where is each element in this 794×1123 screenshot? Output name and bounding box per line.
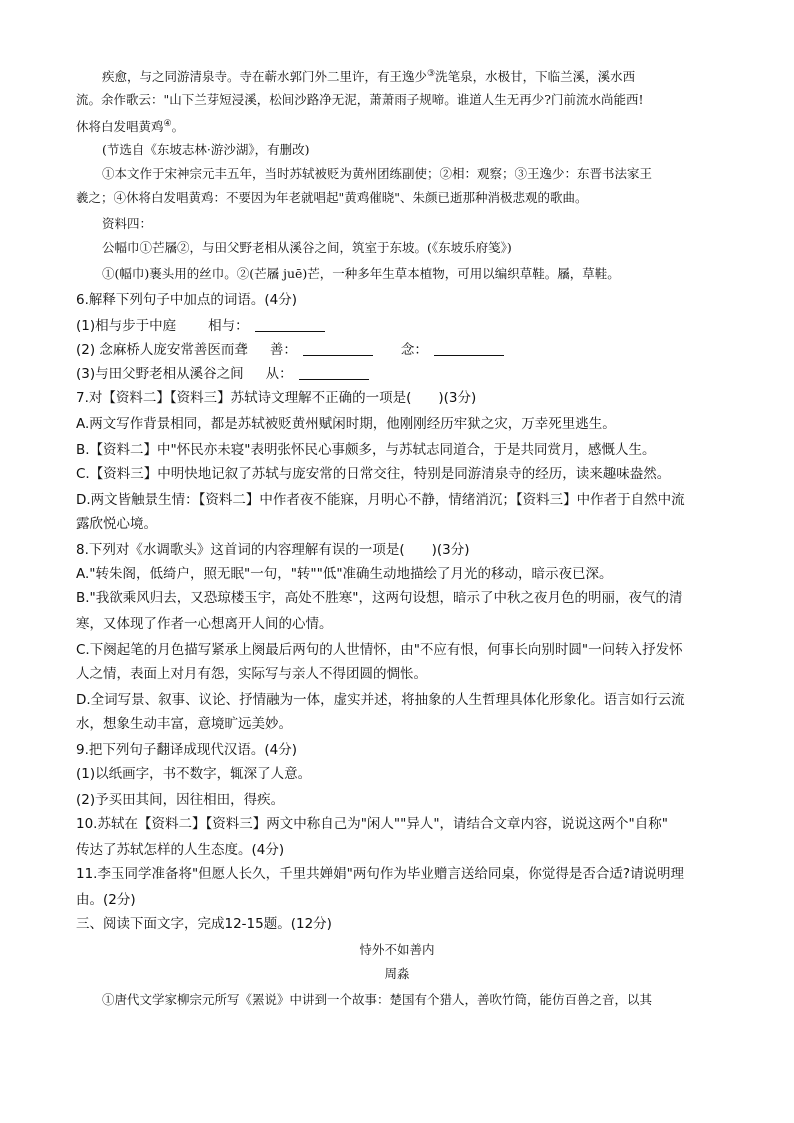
answer-blank[interactable]: [303, 341, 373, 356]
question-10-stem-cont: 传达了苏轼怎样的人生态度。(4分): [76, 842, 285, 858]
question-7-option-d[interactable]: D.两文皆触景生情：【资料二】中作者夜不能寐，月明心不静，情绪消沉；【资料三】中作者于自然中流: [76, 492, 685, 508]
question-8-option-d-cont: 水，想象生动丰富，意境旷远美妙。: [76, 716, 292, 732]
passage4-text: 公幅巾①芒屩②，与田父野老相从溪谷之间，筑室于东坡。(《东坡乐府笺》): [102, 240, 512, 255]
article-author: 周淼: [384, 966, 410, 981]
question-8-option-b-cont: 寒，又体现了作者一心想离开人间的心情。: [76, 616, 333, 632]
passage-line: 流。余作歌云："山下兰芽短浸溪，松间沙路净无泥，萧萧雨子规啼。谁道人生无再少?门前流水尚能西!: [76, 92, 644, 107]
passage-line: 疾愈，与之同游清泉寺。寺在蕲水郭门外二里许，有王逸少③洗笔泉，水极甘，下临兰溪，溪水西: [102, 69, 636, 85]
question-8-option-a[interactable]: A."转朱阁，低绮户，照无眠"一句，"转""低"准确生动地描绘了月光的移动，暗示夜已深。: [76, 566, 613, 582]
question-8-option-c[interactable]: C.下阕起笔的月色描写紧承上阕最后两句的人世情怀，由"不应有恨，何事长向别时圆"一问转入抒发怀: [76, 642, 683, 658]
passage-note: ①本文作于宋神宗元丰五年，当时苏轼被贬为黄州团练副使；②相：观察；③王逸少：东晋书法家王: [102, 166, 653, 181]
question-6-item-2: (2) 念麻桥人庞安常善医而聋 善： 念：: [76, 340, 522, 360]
answer-blank[interactable]: [255, 317, 325, 332]
answer-blank[interactable]: [299, 365, 369, 380]
question-7-option-a[interactable]: A.两文写作背景相同，都是苏轼被贬黄州赋闲时期，他刚刚经历牢狱之灾，万幸死里逃生。: [76, 416, 616, 432]
question-8-option-d[interactable]: D.全词写景、叙事、议论、抒情融为一体，虚实并述，将抽象的人生哲理具体化形象化。语言如行云流: [76, 692, 685, 708]
question-7-option-c[interactable]: C.【资料三】中明快地记叙了苏轼与庞安常的日常交往，特别是同游清泉寺的经历，读来趣味盎然。: [76, 466, 671, 482]
question-7-option-d-cont: 露欣悦心境。: [76, 516, 157, 532]
question-7-stem: 7.对【资料二】【资料三】苏轼诗文理解不正确的一项是( )(3分): [76, 390, 477, 406]
passage-note: 羲之；④休将白发唱黄鸡：不要因为年老就唱起"黄鸡催晓"、朱颜已逝那种消极悲观的歌曲。: [76, 190, 588, 205]
question-6-item-1: (1)相与步于中庭 相与：: [76, 316, 343, 336]
question-6-item-3: (3)与田父野老相从溪谷之间 从：: [76, 364, 387, 384]
passage4-heading: 资料四：: [102, 216, 153, 231]
question-9-item-2: (2)予买田其间，因往相田，得疾。: [76, 792, 285, 808]
question-9-item-1: (1)以纸画字，书不数字，辄深了人意。: [76, 766, 312, 782]
question-11-stem-cont: 由。(2分): [76, 892, 136, 908]
passage-source: (节选自《东坡志林·游沙湖》，有删改): [102, 142, 310, 157]
article-title: 恃外不如善内: [359, 942, 435, 957]
passage4-note: ①(幅巾)裹头用的丝巾。②(芒屩 juē)芒，一种多年生草本植物，可用以编织草鞋。屩，草鞋。: [102, 266, 620, 281]
question-11-stem: 11.李玉同学准备将"但愿人长久，千里共婵娟"两句作为毕业赠言送给同桌，你觉得是否合适?请说明理: [76, 866, 685, 882]
article-paragraph: ①唐代文学家柳宗元所写《罴说》中讲到一个故事：楚国有个猎人，善吹竹筒，能仿百兽之音，以其: [102, 992, 653, 1007]
question-8-option-b[interactable]: B."我欲乘风归去，又恐琼楼玉宇，高处不胜寒"，这两句设想，暗示了中秋之夜月色的明丽，夜气的清: [76, 590, 683, 606]
passage-line: 休将白发唱黄鸡④。: [76, 119, 185, 135]
question-6-stem: 6.解释下列句子中加点的词语。(4分): [76, 292, 298, 308]
question-8-option-c-cont: 人之情，表面上对月有怨，实际写与亲人不得团圆的惆怅。: [76, 666, 427, 682]
question-10-stem: 10.苏轼在【资料二】【资料三】两文中称自己为"闲人""异人"，请结合文章内容，说说这两个"自称": [76, 816, 668, 832]
section-3-heading: 三、阅读下面文字，完成12-15题。(12分): [76, 916, 332, 932]
answer-blank[interactable]: [434, 341, 504, 356]
question-9-stem: 9.把下列句子翻译成现代汉语。(4分): [76, 742, 298, 758]
question-7-option-b[interactable]: B.【资料二】中"怀民亦未寝"表明张怀民心事颇多，与苏轼志同道合，于是共同赏月，感慨人生。: [76, 442, 656, 458]
question-8-stem: 8.下列对《水调歌头》这首词的内容理解有误的一项是( )(3分): [76, 542, 470, 558]
